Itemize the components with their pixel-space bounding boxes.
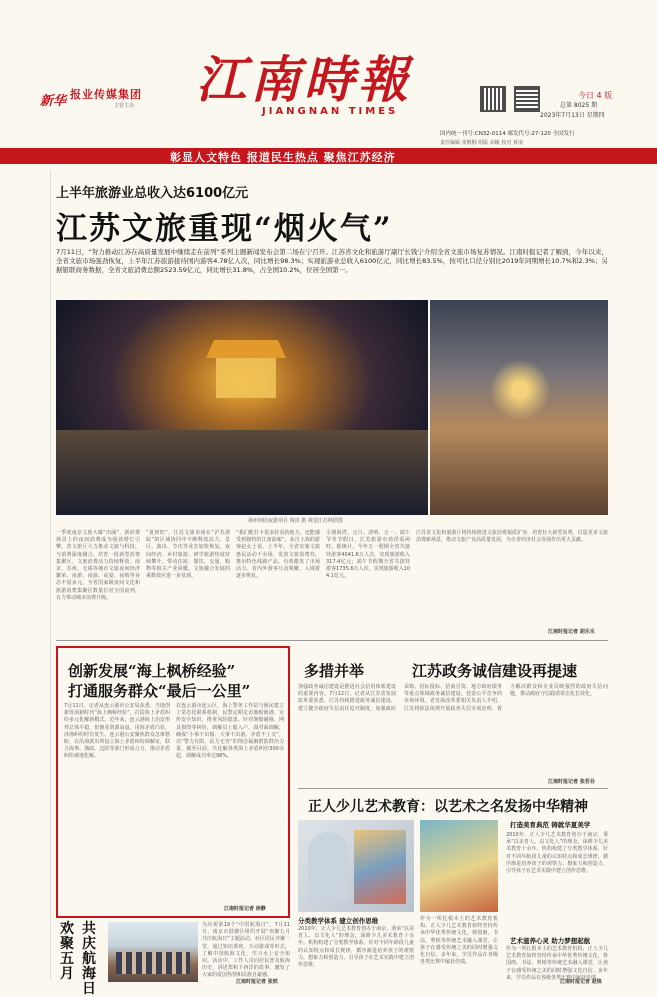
qr-code-1 xyxy=(480,86,506,112)
story1-body: 7月11日，记者从连云港市公安局获悉，当地创新发展新时代“海上枫桥经验”，打造海上矛盾纠纷多元化解新模式。近年来，连云港海上治安形势总体平稳，但渔业资源衰退、用海矛盾凸显，涉渔纠纷时有发生。连云港公安聚焦群众急难愁盼，在沿海派出所设立海上矛盾纠纷调解室，联合海事、渔政、边防等部门形成合力，推动矛盾纠纷就地化解。 xyxy=(64,703,170,760)
lead-body: 7月11日，“努力推动江苏在高质量发展中继续走在前列”系列主题新闻发布会第二场在宁召开。江苏省文化和旅游厅副厅长钱宁介绍全省文旅市场复苏情况。江南时报记者了解到，今年以来，全省文旅市场强劲恢复，上半年江苏旅游接待国内游客4.78亿人次，同比增长98.3%；实现旅游业总收入6100亿元，同比增长83.5%，按可比口径分别比2019年同期增长10.7%和2.3%；另据银联商务数据，全省文旅消费总额2523.59亿元，同比增长31.8%，占全国10.2%，位居全国第一。 xyxy=(56,248,608,274)
lead-col-1: 一季度南京文旅大爆“出圈”，新消费场景上的夜间消费成为强劲增长引擎。省文旅厅大力推动文旅与科技、与消费深度融合，培育一批新型消费集聚区，文旅消费活力持续释放。南京、苏州、无锡等城市文旅夜间经济繁荣，夜游、夜演、夜宴、夜购等业态丰富多元。全省国家级夜间文化和旅游消费集聚区数量位居全国前列，有力带动城市消费升级。 xyxy=(56,530,140,601)
lead-col-3: “我们能打卡很多好看的地方，还能感受到独特的江南韵味”。来自上海的游客赵女士说。上半年，全省实施文旅惠民活动千余场，发放文旅消费券，推出特色线路产品，有效激发了市场活力。省内外游客互动频繁，入境游逐步恢复。 xyxy=(236,530,320,580)
story2-headline-2: 江苏政务诚信建设再提速 xyxy=(412,662,578,680)
story2-body: 加强政务诚信建设是推进社会信用体系建设的重要内容。7月12日，记者从江苏省发展改革委获悉，江苏持续推进政务诚信建设，建立健全政府失信责任追究制度，加强政府采购、招标投标、招商引资、地方政府债务等重点领域政务诚信建设，营造公平竞争的市场环境。省发展改革委相关负责人介绍，江苏将依法依规开展政务失信专项治理，着力解决群众和企业反映强烈的政府失信问题，推动政府守信践诺常态化长效化。 xyxy=(298,684,608,712)
masthead xyxy=(0,0,657,119)
lead-col-5: 江苏省文化和旅游厅将持续推进文旅消费提质扩容，培育壮大新型消费，打造更多文旅消费新场景，推动文旅产业高质量发展，为全省经济社会发展作出更大贡献。 xyxy=(416,530,608,544)
story3-photo xyxy=(298,820,414,912)
page-left-rule xyxy=(50,170,51,980)
painting-canvas xyxy=(354,830,406,904)
lead-photo-nightview xyxy=(56,300,428,515)
group-logo-block xyxy=(40,86,142,109)
group-sub: 主管主办 xyxy=(114,103,135,109)
story4-photo xyxy=(108,922,198,982)
pavilion-body xyxy=(216,358,276,398)
story3-sub-2: 打造美育典范 铸就华夏美学 xyxy=(510,821,591,829)
slogan: 彰显人文特色 报道民生热点 聚焦江苏经济 xyxy=(170,151,396,164)
cn-code: 国内统一刊号:CN32-0114 邮发代号:27-120 全国发行 xyxy=(440,131,575,137)
story1-body-2: 在连云港市连云区，海上警务工作站与渔民建立了常态化联系机制，民警定期走访渔船渔港，宣传安全知识，排查风险隐患。针对渔船碰撞、网具损毁等纠纷，调解员上船入户、面对面调解，确保“小事不出船、大事不出港、矛盾不上交”，以“警力有限、民力无穷”的理念凝聚群防群治力量。截至目前，共化解各类海上矛盾纠纷300余起，调解成功率达98%。 xyxy=(176,703,284,760)
lead-headline: 江苏文旅重现“烟火气” xyxy=(56,211,393,247)
story4-title-left: 欢聚五月 xyxy=(60,921,74,982)
story3-body: 2010年，正人少儿艺术教育创办于南京，秉承“以美育人、以文化人”的理念，深耕少儿美术教育十余年。机构构建了分类教学体系，针对不同年龄段儿童的认知特点和成长规律，循序渐进培养孩子的观察力、想象力和创造力，引导孩子在艺术实践中建立创作思维。 xyxy=(298,926,414,969)
masthead-title-en: JIANGNAN TIMES xyxy=(262,106,399,117)
editor-credits: 责任编辑 张继桐 组版 高峻 校对 黄凌 xyxy=(440,140,523,146)
story3-sub-1: 分类教学体系 建立创作思维 xyxy=(298,917,379,925)
story1-headline-1: 创新发展“海上枫桥经验” xyxy=(68,662,236,680)
story4-byline: 江南时报记者 张轶 xyxy=(236,979,278,985)
story3-byline: 江南时报记者 赵姝 xyxy=(560,979,602,985)
story4-body: 为庆祝第19个“中国航海日”，7月11日，南京市鼓楼区组织开展“欢聚五月 共庆航海日”主题活动，社区居民齐聚一堂，通过知识讲座、互动游戏等形式，了解中国航海文化，学习水上安全知识。活动中，工作人员向居民普及航海历史，讲述郑和下西洋的故事，激发了大家的爱国热情和民族自豪感。 xyxy=(202,922,290,979)
story3-body-4: 作为一所扎根本土的艺术教育机构，正人少儿艺术教育始终坚持传承中华优秀传统文化，将国画、书法、剪纸等传统艺术融入课堂，让孩子在感受传统之美的同时增强文化自信。多年来，学员作品在各级各类比赛中屡获佳绩。 xyxy=(506,946,608,981)
story3-headline: 正人少儿艺术教育：以艺术之名发扬中华精神 xyxy=(308,799,588,815)
lead-byline: 江南时报记者 胡乐乐 xyxy=(548,629,595,635)
lead-kicker: 上半年旅游业总收入达6100亿元 xyxy=(56,186,249,201)
lead-bottom-rule xyxy=(56,640,608,641)
water-reflection xyxy=(56,430,428,515)
story2-headline-1: 多措并举 xyxy=(304,662,365,680)
story3-sub-3: 艺术滋养心灵 助力梦想起航 xyxy=(510,937,591,945)
group-name: 报业传媒集团 xyxy=(70,88,143,101)
story1-byline: 江南时报记者 徐静 xyxy=(224,906,266,912)
crowd-lights xyxy=(450,360,590,420)
story3-body-2: 作为一所扎根本土的艺术教育机构，正人少儿艺术教育始终坚持传承中华优秀传统文化，将国画、书法、剪纸等传统艺术融入课堂，让孩子在感受传统之美的同时增强文化自信。多年来，学员作品在各级各类比赛中屡获佳绩。 xyxy=(420,916,498,966)
page-count: 今日 4 版 xyxy=(578,91,613,100)
lead-photo-crowd xyxy=(430,300,608,515)
painting-child xyxy=(308,832,348,902)
story4-title-right: 共庆航海日 xyxy=(82,921,96,997)
pavilion-roof xyxy=(206,340,286,358)
issue-number: 总第 8025 期 xyxy=(560,102,598,109)
lead-col-4: 小渤海湾、元旦、清明、五一、端午节等节假日，江苏旅游市场供需两旺。据统计，今年五一假期全省共接待游客4041.6万人次，实现旅游收入317.4亿元；端午节假期全省共接待游客1735.6万人次，实现旅游收入104.1亿元。 xyxy=(326,530,410,580)
story3-photo-2 xyxy=(420,820,498,912)
story2-bottom-rule xyxy=(298,788,608,789)
issue-date: 2023年7月13日 星期四 xyxy=(540,112,605,119)
story2-byline: 江南时报记者 张若谷 xyxy=(548,779,595,785)
group-logo-mark: 新华 xyxy=(40,94,67,109)
group-people xyxy=(116,952,190,974)
story1-headline-2: 打通服务群众“最后一公里” xyxy=(68,682,251,700)
qr-code-2 xyxy=(514,86,540,112)
lead-photo-caption: 扬州何园夜游项目 钱寅 摄 视觉江苏网供图 xyxy=(248,518,343,524)
masthead-title: 江南時報 xyxy=(196,50,412,109)
story3-body-3: 2010年，正人少儿艺术教育创办于南京，秉承“以美育人、以文化人”的理念，深耕少儿美术教育十余年。机构构建了分类教学体系，针对不同年龄段儿童的认知特点和成长规律，循序渐进培养孩子的观察力、想象力和创造力，引导孩子在艺术实践中建立创作思维。 xyxy=(506,832,608,875)
lead-col-2: “夏到旺”，江苏文旅市场在“沪苏浙皖”的区域协同中不断释放活力。景区、演出、节庆等业态加快恢复，夜间经济、乡村旅游、研学旅游热度持续攀升，带动住宿、餐饮、交通、购物等相关产业回暖，文旅融合发展的乘数效应进一步显现。 xyxy=(146,530,230,580)
